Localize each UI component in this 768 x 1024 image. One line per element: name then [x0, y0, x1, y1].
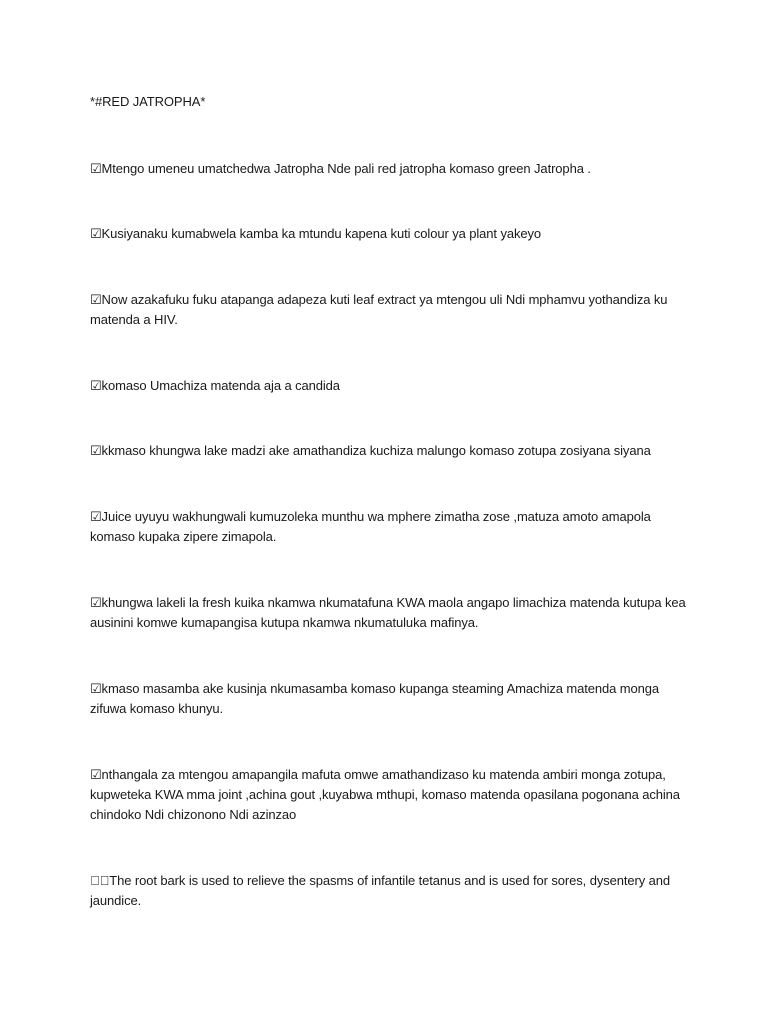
paragraph-6: ☑Juice uyuyu wakhungwali kumuzoleka munthu wa mphere zimatha zose ,matuza amoto amapola komaso kupaka zipere zimapola. — [90, 509, 651, 544]
paragraph-9: ☑nthangala za mtengou amapangila mafuta omwe amathandizaso ku matenda ambiri monga zotupa, kupweteka KWA mma joint ,achina gout ,kuyabwa mthupi, komaso matenda opasilana pogonana achina chindoko Ndi chizonono Ndi azinzao — [90, 767, 680, 822]
paragraph-1: ☑Mtengo umeneu umatchedwa Jatropha Nde pali red jatropha komaso green Jatropha . — [90, 161, 591, 176]
paragraph-10:   The root bark is used to relieve the spasms of infantile tetanus and is used for sores, dysentery and jaundice. — [90, 873, 671, 908]
paragraph-2: ☑Kusiyanaku kumabwela kamba ka mtundu kapena kuti colour ya plant yakeyo — [90, 226, 542, 241]
paragraph-3: ☑Now azakafuku fuku atapanga adapeza kuti leaf extract ya mtengou uli Ndi mphamvu yothandiza ku matenda a HIV. — [90, 292, 668, 327]
paragraph-7: ☑khungwa lakeli la fresh kuika nkamwa nkumatafuna KWA maola angapo limachiza matenda kutupa kea ausinini komwe kumapangisa kutupa nkamwa nkumatuluka mafinya. — [90, 595, 686, 630]
document-title: *#RED JATROPHA* — [90, 94, 206, 109]
paragraph-4: ☑komaso Umachiza matenda aja a candida — [90, 378, 340, 393]
paragraph-5: ☑kkmaso khungwa lake madzi ake amathandiza kuchiza malungo komaso zotupa zosiyana siyana — [90, 443, 651, 458]
paragraph-8: ☑kmaso masamba ake kusinja nkumasamba komaso kupanga steaming Amachiza matenda monga zifuwa komaso khunyu. — [90, 681, 660, 716]
